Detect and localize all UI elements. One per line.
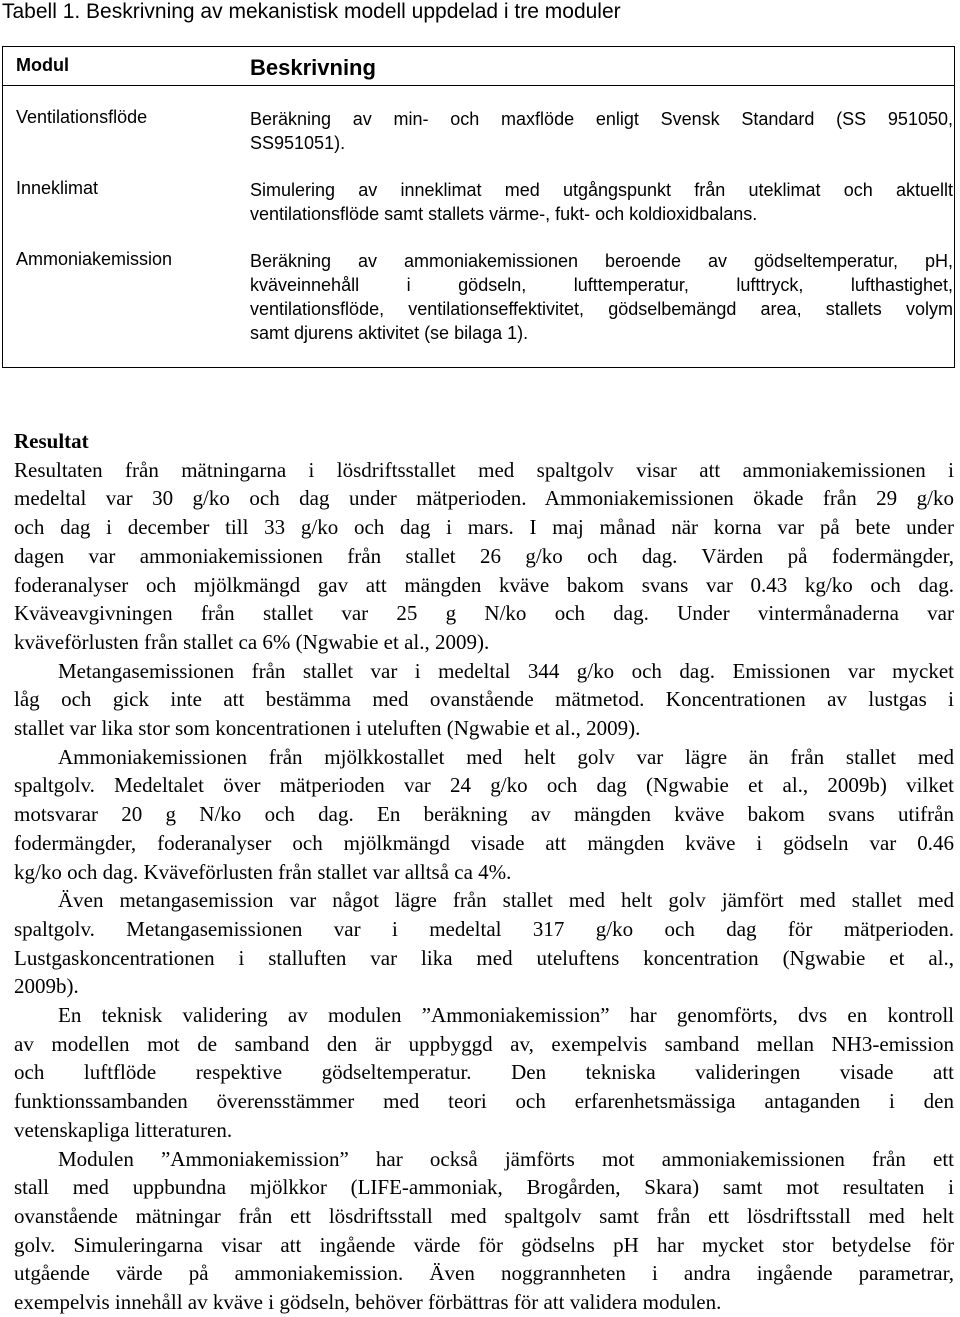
paragraph-line: spaltgolv. Medeltalet över mätperioden var 24 g/ko och dag (Ngwabie et al., 2009b) vilket <box>14 773 954 798</box>
paragraph-line: fodermängder, foderanalyser och mjölkmängd visade att mängden kväve i gödseln var 0.46 <box>14 830 954 855</box>
header-module: Modul <box>16 55 69 75</box>
header-description: Beskrivning <box>250 55 376 80</box>
paragraph-line: Lustgaskoncentrationen i stalluften var lika med uteluftens koncentration (Ngwabie et al., <box>14 945 954 970</box>
paragraph-line: låg och gick inte att bestämma med ovanstående mätmetod. Koncentrationen av lustgas i <box>14 687 954 712</box>
paragraph-line: Även metangasemission var något lägre från stallet med helt golv jämfört med stallet med <box>58 888 954 913</box>
description-line: kväveinnehåll i gödseln, lufttemperatur, lufttryck, lufthastighet, <box>250 275 953 295</box>
paragraph-line: stallet var lika stor som koncentrationen i uteluften (Ngwabie et al., 2009). <box>14 716 641 741</box>
section-heading: Resultat <box>14 429 89 453</box>
paragraph-line: Kväveavgivningen från stallet var 25 g N/ko och dag. Under vintermånaderna var <box>14 601 954 626</box>
paragraph-line: spaltgolv. Metangasemissionen var i medeltal 317 g/ko och dag för mätperioden. <box>14 916 954 941</box>
paragraph-line: av modellen mot de samband den är uppbyggd av, exempelvis samband mellan NH3-emission <box>14 1031 954 1056</box>
paragraph-line: Resultaten från mätningarna i lösdriftsstallet med spaltgolv visar att ammoniakemissionen i <box>14 457 954 482</box>
paragraph-line: dagen var ammoniakemissionen från stallet 26 g/ko och dag. Värden på fodermängder, <box>14 543 954 568</box>
paragraph-line: Ammoniakemissionen från mjölkkostallet med helt golv var lägre än från stallet med <box>58 744 954 769</box>
paragraph-line: kg/ko och dag. Kväveförlusten från stallet var alltså ca 4%. <box>14 859 512 884</box>
row-description-ventilation <box>250 107 953 155</box>
paragraph-line: exempelvis innehåll av kväve i gödseln, behöver förbättras för att validera modulen. <box>14 1290 722 1315</box>
paragraph-line: kväveförlusten från stallet ca 6% (Ngwabie et al., 2009). <box>14 629 490 654</box>
paragraph-line: Metangasemissionen från stallet var i medeltal 344 g/ko och dag. Emissionen var mycket <box>58 658 954 683</box>
paragraph-line: ovanstående mätningar från ett lösdriftsstall med spaltgolv samt från ett lösdriftsstall med helt <box>14 1203 954 1228</box>
row-description-indoor-climate <box>250 178 953 226</box>
paragraph-line: motsvarar 20 g N/ko och dag. En beräkning av mängden kväve bakom svans utifrån <box>14 802 954 827</box>
paragraph-line: 2009b). <box>14 974 79 999</box>
description-line: ventilationsflöde, ventilationseffektivitet, gödselbemängd area, stallets volym <box>250 299 953 319</box>
paragraph-line: golv. Simuleringarna visar att ingående värde för gödselns pH har mycket stor betydelse för <box>14 1232 954 1257</box>
paragraph-line: Modulen ”Ammoniakemission” har också jämförts mot ammoniakemissionen från ett <box>58 1146 954 1171</box>
paragraph-line: medeltal var 30 g/ko och dag under mätperioden. Ammoniakemissionen ökade från 29 g/ko <box>14 486 954 511</box>
paragraph-line: stall med uppbundna mjölkkor (LIFE-ammoniak, Brogården, Skara) samt mot resultaten i <box>14 1175 954 1200</box>
description-line: Beräkning av min- och maxflöde enligt Svensk Standard (SS 951050, <box>250 109 953 129</box>
description-line: SS951051). <box>250 133 346 153</box>
paragraph-line: funktionssambanden överensstämmer med teori och erfarenhetsmässiga antaganden i den <box>14 1089 954 1114</box>
module-table <box>2 46 955 368</box>
paragraph-line: En teknisk validering av modulen ”Ammoniakemission” har genomförts, dvs en kontroll <box>58 1003 954 1028</box>
paragraph-line: och luftflöde respektive gödseltemperatur. Den tekniska valideringen visade att <box>14 1060 954 1085</box>
row-module-ventilation: Ventilationsflöde <box>16 107 148 127</box>
description-line: ventilationsflöde samt stallets värme-, fukt- och koldioxidbalans. <box>250 204 758 224</box>
row-module-ammonia: Ammoniakemission <box>16 249 173 269</box>
paragraph-line: och dag i december till 33 g/ko och dag i mars. I maj månad när korna var på bete under <box>14 515 954 540</box>
paragraph-line: vetenskapliga litteraturen. <box>14 1117 233 1142</box>
paragraph-line: foderanalyser och mjölkmängd gav att mängden kväve bakom svans var 0.43 kg/ko och dag. <box>14 572 954 597</box>
row-description-ammonia <box>250 249 953 345</box>
description-line: Simulering av inneklimat med utgångspunkt från uteklimat och aktuellt <box>250 180 953 200</box>
paragraph-line: utgående värde på ammoniakemission. Även noggrannheten i andra ingående parametrar, <box>14 1261 954 1286</box>
table-caption: Tabell 1. Beskrivning av mekanistisk modell uppdelad i tre moduler <box>2 0 621 23</box>
header-divider <box>3 85 954 86</box>
description-line: Beräkning av ammoniakemissionen beroende av gödseltemperatur, pH, <box>250 251 953 271</box>
results-section <box>14 427 954 1317</box>
description-line: samt djurens aktivitet (se bilaga 1). <box>250 323 529 343</box>
row-module-indoor-climate: Inneklimat <box>16 178 99 198</box>
